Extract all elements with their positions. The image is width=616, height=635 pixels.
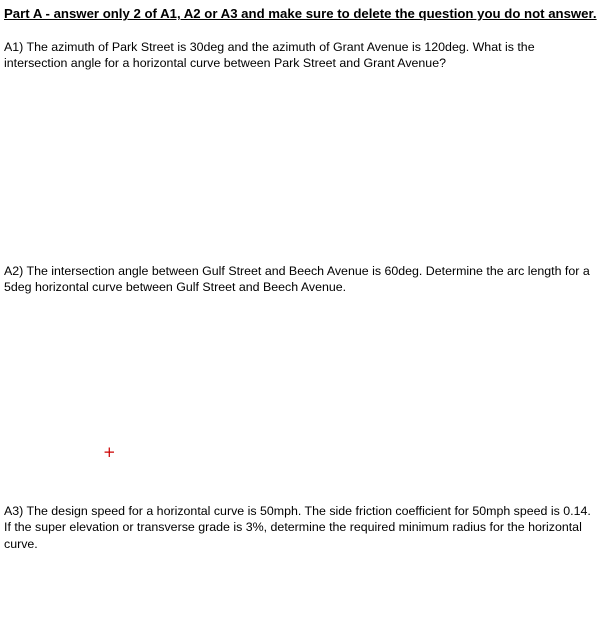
question-a2[interactable]: A2) The intersection angle between Gulf Street and Beech Avenue is 60deg. Determine the arc length for a 5deg horizontal curve between Gulf Street and Beech Avenue.: [4, 264, 590, 295]
question-a1[interactable]: A1) The azimuth of Park Street is 30deg and the azimuth of Grant Avenue is 120deg. What is the intersection angle for a horizontal curve between Park Street and Grant Avenue?: [4, 40, 535, 71]
question-a3[interactable]: A3) The design speed for a horizontal curve is 50mph. The side friction coefficient for 50mph speed is 0.14. If the super elevation or transverse grade is 3%, determine the required minimum radius for the horizontal curve.: [4, 504, 591, 551]
part-a-heading: Part A - answer only 2 of A1, A2 or A3 and make sure to delete the question you do not answer.: [4, 6, 597, 21]
crosshair-cursor-icon: +: [103, 443, 116, 461]
